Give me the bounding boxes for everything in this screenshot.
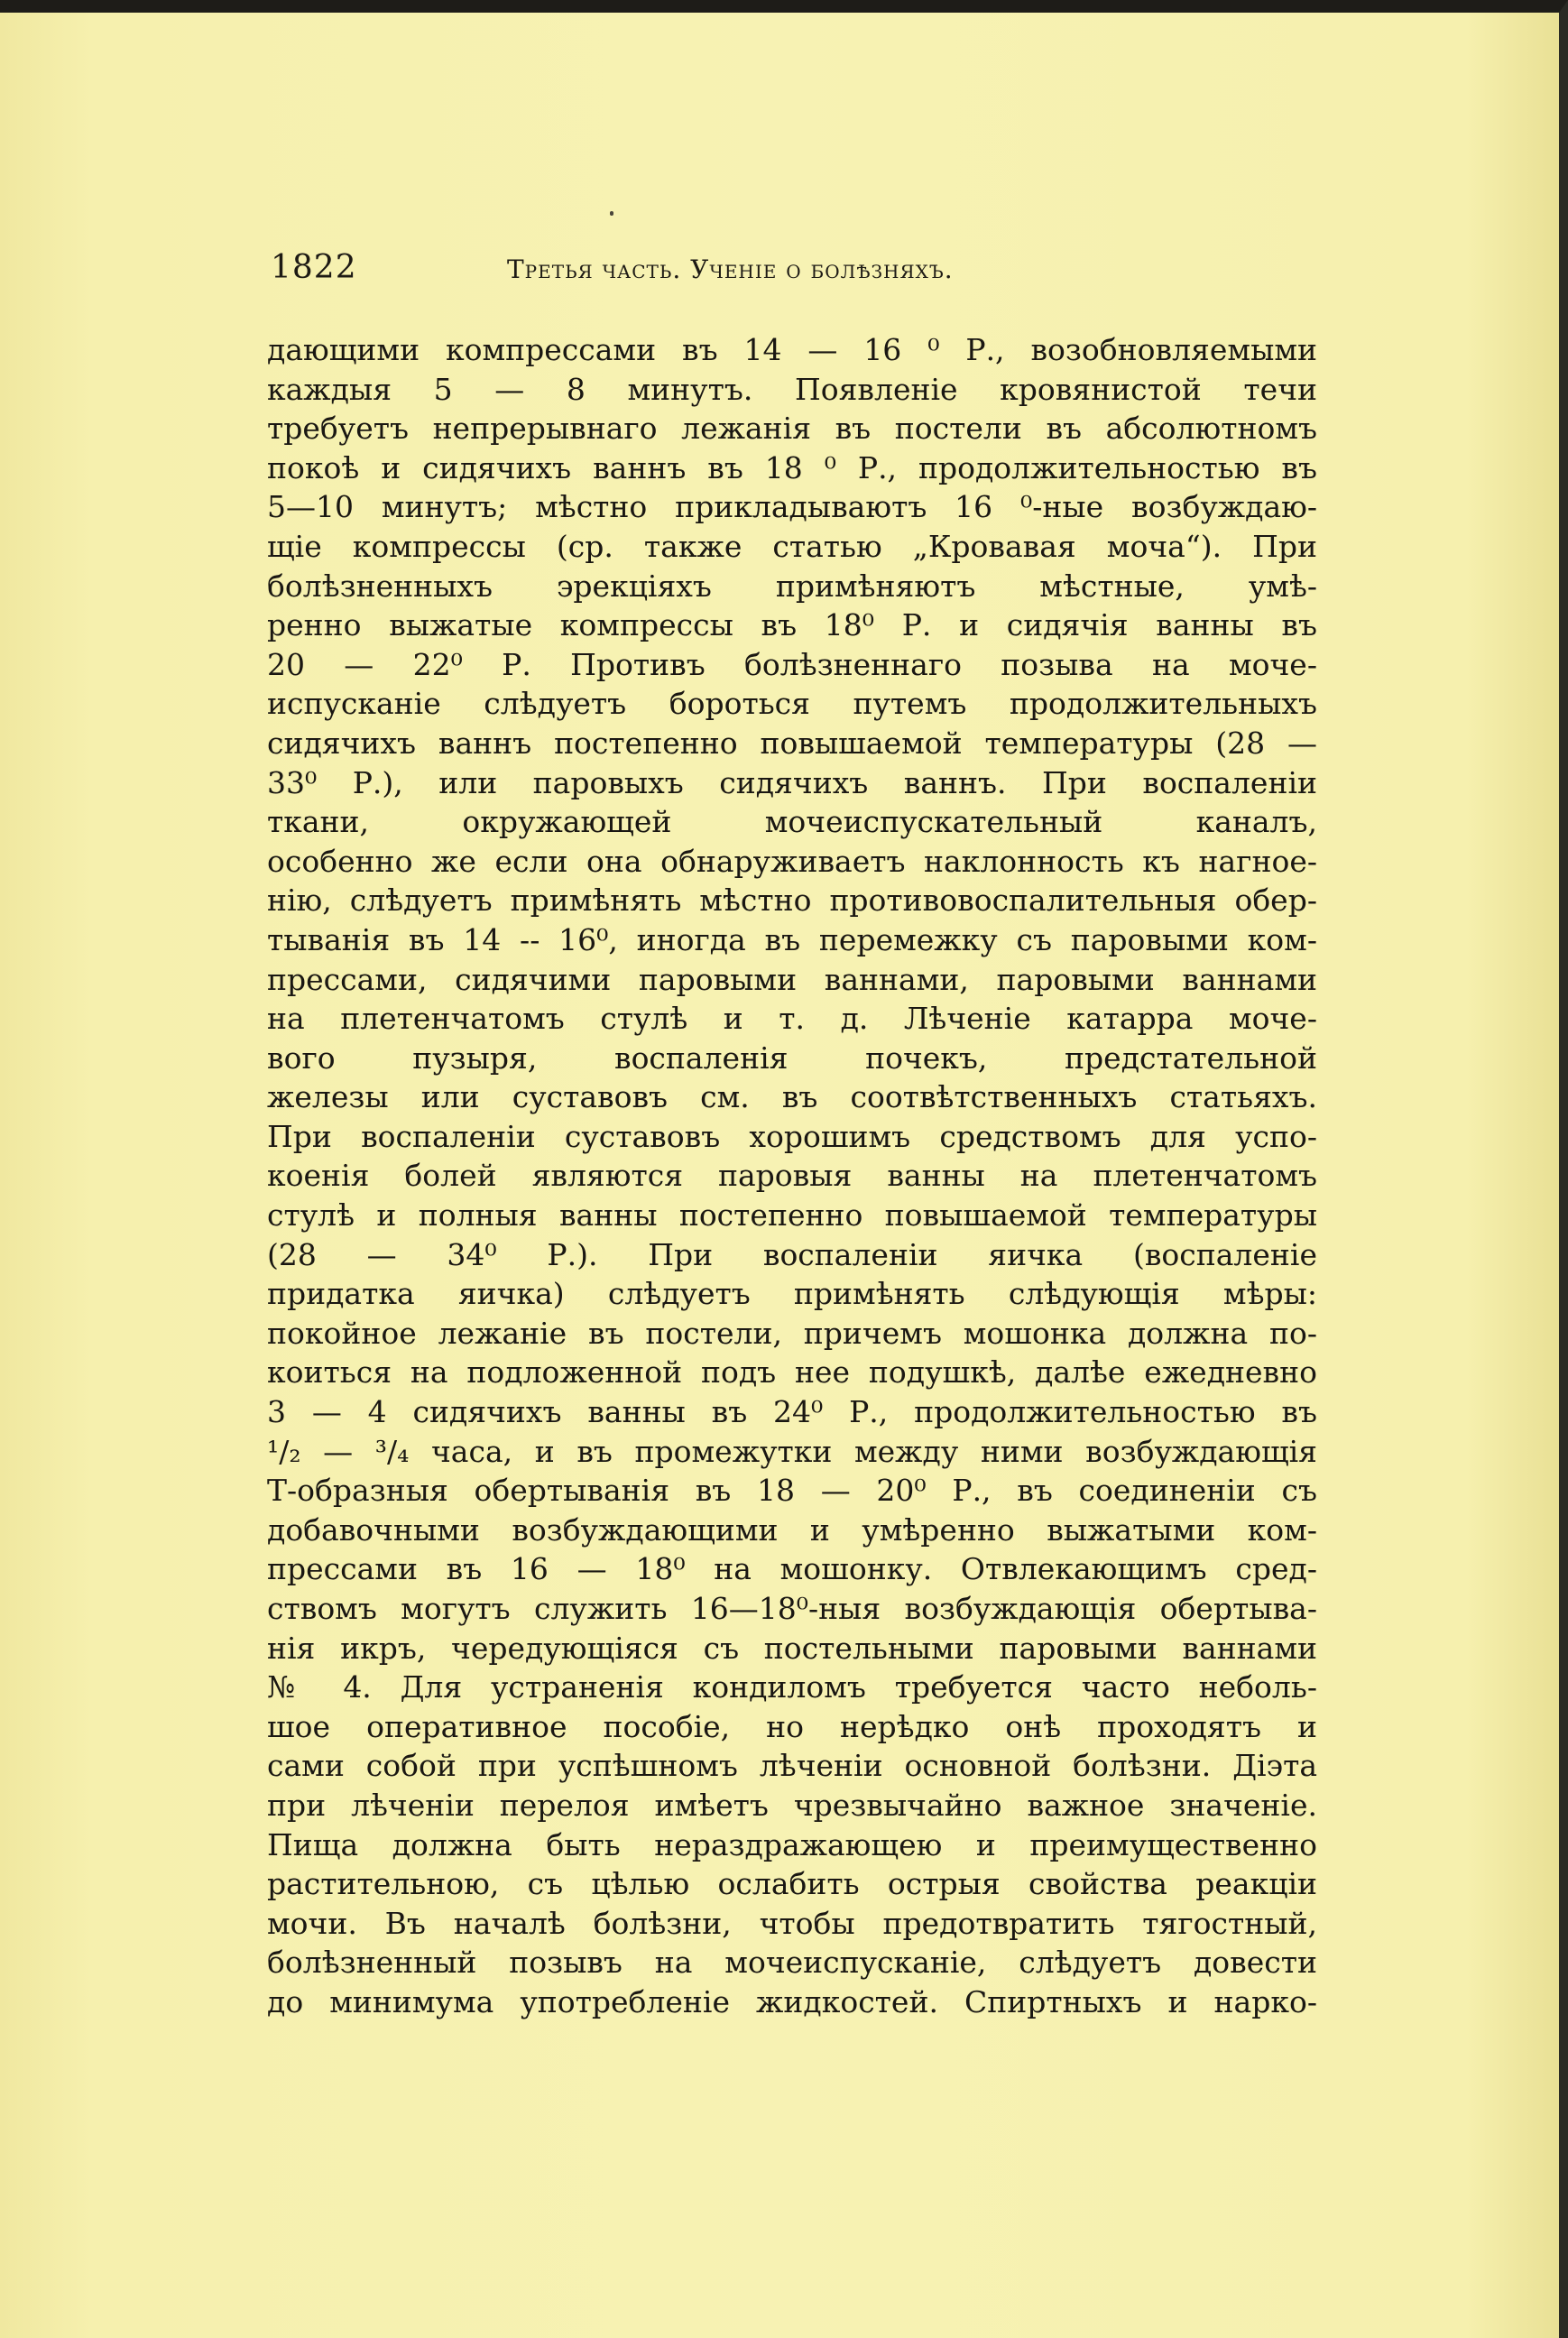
text-line: на плетенчатомъ стулѣ и т. д. Лѣченіе катарра моче-	[267, 1001, 1317, 1037]
text-line: 3 — 4 сидячихъ ванны въ 24⁰ Р., продолжительностью въ	[267, 1394, 1317, 1430]
text-line: добавочными возбуждающими и умѣренно выжатыми ком-	[267, 1511, 1317, 1548]
text-line: 5—10 минутъ; мѣстно прикладываютъ 16 ⁰-ные возбуждаю-	[267, 489, 1317, 525]
text-line: дающими компрессами въ 14 — 16 ⁰ Р., возобновляемыми	[267, 332, 1317, 367]
text-line: железы или суставовъ см. въ соотвѣтственныхъ статьяхъ.	[267, 1079, 1317, 1115]
text-line: покойное лежаніе въ постели, причемъ мошонка должна по-	[267, 1315, 1317, 1351]
text-line: стулѣ и полныя ванны постепенно повышаемой температуры	[267, 1197, 1317, 1234]
text-line: шое оперативное пособіе, но нерѣдко онѣ проходятъ и	[267, 1708, 1317, 1744]
running-head	[271, 249, 1317, 292]
text-line: щіе компрессы (ср. также статью „Кровавая моча“). При	[267, 528, 1317, 564]
text-line: Т-образныя обертыванія въ 18 — 20⁰ Р., въ соединеніи съ	[267, 1473, 1317, 1509]
ink-speck	[610, 211, 613, 216]
text-line: придатка яичка) слѣдуетъ примѣнять слѣдующія мѣры:	[267, 1276, 1317, 1312]
text-line: ренно выжатые компрессы въ 18⁰ Р. и сидячія ванны въ	[267, 607, 1317, 643]
text-line: сидячихъ ваннъ постепенно повышаемой температуры (28 —	[267, 725, 1317, 761]
text-line: сами собой при успѣшномъ лѣченіи основной болѣзни. Діэта	[267, 1748, 1317, 1784]
text-line: до минимума употребленіе жидкостей. Спиртныхъ и нарко-	[267, 1983, 1317, 2019]
text-line: 33⁰ Р.), или паровыхъ сидячихъ ваннъ. При воспаленіи	[267, 764, 1317, 800]
text-line: прессами въ 16 — 18⁰ на мошонку. Отвлекающимъ сред-	[267, 1551, 1317, 1587]
text-line: (28 — 34⁰ Р.). При воспаленіи яичка (воспаленіе	[267, 1236, 1317, 1272]
text-line: каждыя 5 — 8 минутъ. Появленіе кровянистой течи	[267, 371, 1317, 407]
text-line: ткани, окружающей мочеиспускательный каналъ,	[267, 804, 1317, 840]
text-line: нію, слѣдуетъ примѣнять мѣстно противовоспалительныя обер-	[267, 883, 1317, 919]
text-line: При воспаленіи суставовъ хорошимъ средствомъ для успо-	[267, 1118, 1317, 1154]
text-line: коенія болей являются паровыя ванны на плетенчатомъ	[267, 1158, 1317, 1194]
text-line: растительною, съ цѣлью ослабить острыя свойства реакціи	[267, 1866, 1317, 1902]
text-line: нія икръ, чередующіяся съ постельными паровыми ваннами	[267, 1630, 1317, 1666]
text-line: болѣзненныхъ эрекціяхъ примѣняютъ мѣстные, умѣ-	[267, 568, 1317, 604]
text-line: тыванія въ 14 -- 16⁰, иногда въ перемежку съ паровыми ком-	[267, 921, 1317, 957]
text-line: коиться на подложенной подъ нее подушкѣ, далѣе ежедневно	[267, 1354, 1317, 1391]
text-line: мочи. Въ началѣ болѣзни, чтобы предотвратить тягостный,	[267, 1905, 1317, 1941]
text-line: ствомъ могутъ служить 16—18⁰-ныя возбуждающія обертыва-	[267, 1591, 1317, 1626]
text-line: особенно же если она обнаруживаетъ наклонность къ нагное-	[267, 843, 1317, 879]
text-line: требуетъ непрерывнаго лежанія въ постели въ абсолютномъ	[267, 411, 1317, 447]
text-line: прессами, сидячими паровыми ваннами, паровыми ваннами	[267, 961, 1317, 997]
text-line: Пища должна быть нераздражающею и преимущественно	[267, 1826, 1317, 1862]
body-text	[267, 330, 1317, 2022]
text-line: болѣзненный позывъ на мочеиспусканіе, слѣдуетъ довести	[267, 1945, 1317, 1981]
text-line: покоѣ и сидячихъ ваннъ въ 18 ⁰ Р., продолжительностью въ	[267, 449, 1317, 485]
page-number: 1822	[271, 249, 357, 286]
text-line: при лѣченіи перелоя имѣетъ чрезвычайно важное значеніе.	[267, 1787, 1317, 1823]
text-line: № 4. Для устраненія кондиломъ требуется часто неболь-	[267, 1669, 1317, 1705]
text-line: 20 — 22⁰ Р. Противъ болѣзненнаго позыва на моче-	[267, 646, 1317, 682]
running-head-title: Третья часть. Ученіе о болѣзняхъ.	[507, 254, 954, 284]
text-line: вого пузыря, воспаленія почекъ, предстательной	[267, 1040, 1317, 1076]
text-line: ¹/₂ — ³/₄ часа, и въ промежутки между ними возбуждающія	[267, 1433, 1317, 1469]
text-line: испусканіе слѣдуетъ бороться путемъ продолжительныхъ	[267, 686, 1317, 722]
